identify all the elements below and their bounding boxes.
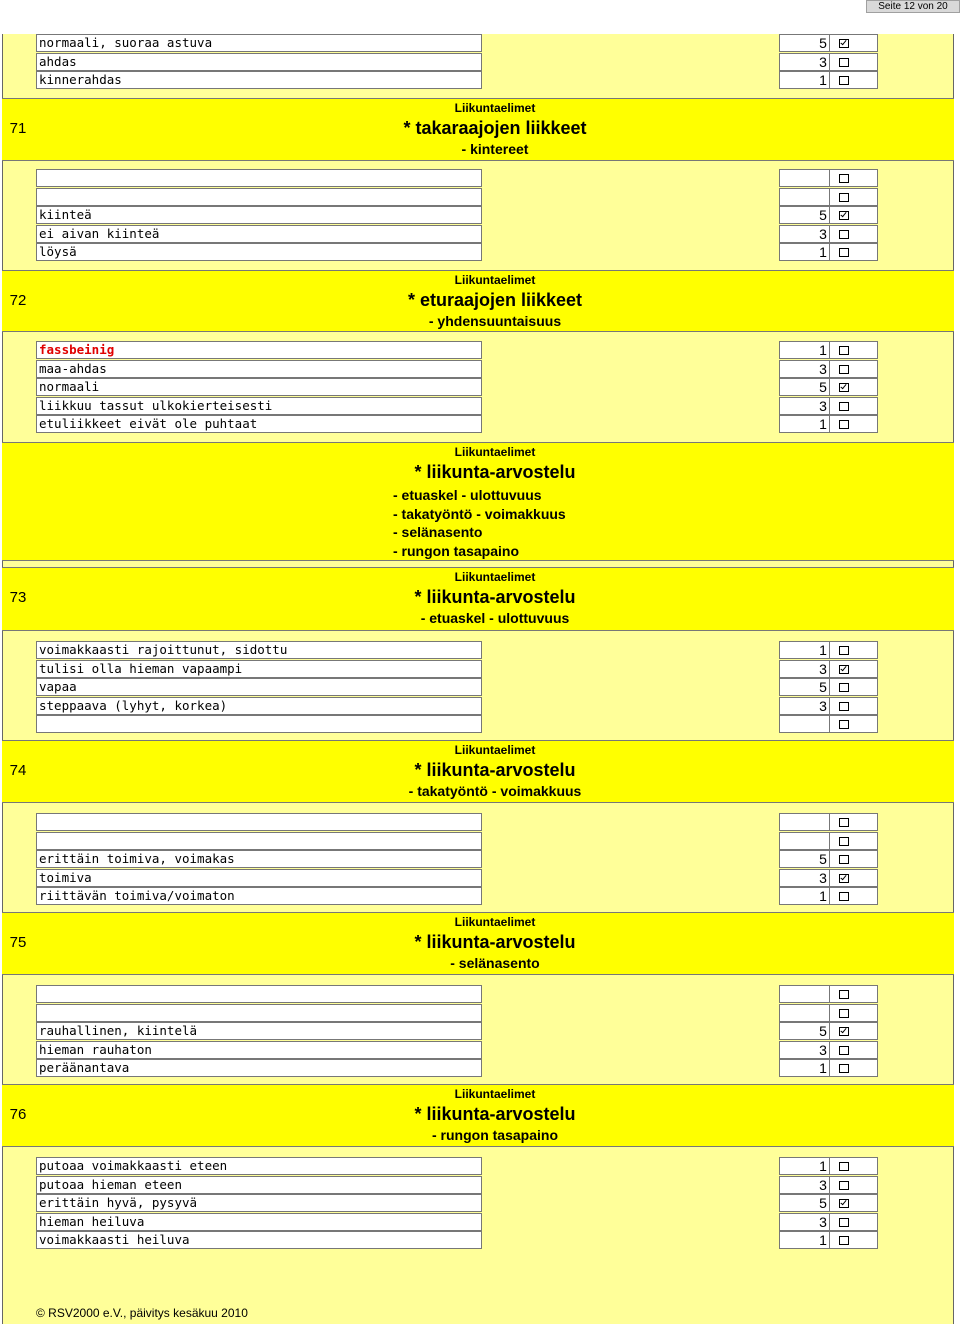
score-value: 5: [819, 851, 827, 867]
score-cell[interactable]: [779, 1041, 878, 1059]
score-value: 1: [819, 642, 827, 658]
cell-divider: [829, 379, 830, 395]
checkbox[interactable]: [839, 702, 849, 711]
cell-divider: [829, 1177, 830, 1193]
checkbox[interactable]: [839, 720, 849, 729]
checkbox[interactable]: [839, 683, 849, 692]
option-label: ahdas: [36, 53, 482, 71]
question-number: 73: [9, 589, 27, 606]
option-label: kiinteä: [36, 206, 482, 224]
checked-checkbox[interactable]: [839, 1027, 849, 1036]
score-cell[interactable]: [779, 415, 878, 433]
criteria-line: - selänasento: [393, 524, 483, 540]
score-cell[interactable]: [779, 678, 878, 696]
cell-divider: [829, 851, 830, 867]
cell-divider: [829, 1023, 830, 1039]
score-value: 3: [819, 1177, 827, 1193]
option-label: [36, 985, 482, 1003]
score-value: 3: [819, 1042, 827, 1058]
score-cell[interactable]: [779, 1157, 878, 1175]
score-value: 1: [819, 1060, 827, 1076]
score-cell[interactable]: [779, 225, 878, 243]
cell-divider: [829, 189, 830, 205]
cell-divider: [829, 698, 830, 714]
score-cell[interactable]: [779, 1022, 878, 1040]
checkbox[interactable]: [839, 1162, 849, 1171]
option-label: voimakkaasti heiluva: [36, 1231, 482, 1249]
category-label: Liikuntaelimet: [454, 743, 536, 757]
score-cell[interactable]: [779, 985, 878, 1003]
score-value: 5: [819, 1023, 827, 1039]
question-title: * liikunta-arvostelu: [414, 932, 576, 952]
checkbox[interactable]: [839, 1236, 849, 1245]
score-value: 5: [819, 207, 827, 223]
question-number: 75: [9, 934, 27, 951]
score-cell[interactable]: [779, 71, 878, 89]
checkbox[interactable]: [839, 1218, 849, 1227]
cell-divider: [829, 1232, 830, 1248]
cell-divider: [829, 1042, 830, 1058]
score-cell[interactable]: [779, 34, 878, 52]
score-cell[interactable]: [779, 206, 878, 224]
score-value: 5: [819, 379, 827, 395]
score-value: 1: [819, 416, 827, 432]
option-label: liikkuu tassut ulkokierteisesti: [36, 397, 482, 415]
cell-divider: [829, 35, 830, 51]
score-value: 3: [819, 226, 827, 242]
score-cell[interactable]: [779, 1231, 878, 1249]
cell-divider: [829, 342, 830, 358]
checkbox[interactable]: [839, 1046, 849, 1055]
option-label: peräänantava: [36, 1059, 482, 1077]
cell-divider: [829, 398, 830, 414]
cell-divider: [829, 1195, 830, 1211]
option-label: putoaa hieman eteen: [36, 1176, 482, 1194]
question-subtitle: - selänasento: [450, 955, 540, 971]
cell-divider: [829, 1158, 830, 1174]
option-label: tulisi olla hieman vapaampi: [36, 660, 482, 678]
score-cell[interactable]: [779, 869, 878, 887]
question-subtitle: - rungon tasapaino: [432, 1127, 558, 1143]
cell-divider: [829, 814, 830, 830]
cell-divider: [829, 1005, 830, 1021]
checked-checkbox[interactable]: [839, 211, 849, 220]
criteria-line: - etuaskel - ulottuvuus: [393, 487, 542, 503]
cell-divider: [829, 870, 830, 886]
score-cell[interactable]: [779, 341, 878, 359]
option-label: kinnerahdas: [36, 71, 482, 89]
score-cell[interactable]: [779, 243, 878, 261]
checkbox[interactable]: [839, 1181, 849, 1190]
criteria-line: - rungon tasapaino: [393, 542, 519, 559]
question-title: * eturaajojen liikkeet: [407, 290, 583, 310]
checkbox[interactable]: [839, 1064, 849, 1073]
score-value: 3: [819, 870, 827, 886]
score-value: 1: [819, 342, 827, 358]
question-subtitle: - yhdensuuntaisuus: [428, 313, 562, 329]
category-label: Liikuntaelimet: [454, 1087, 536, 1101]
page-number-label: Seite 12 von 20: [866, 0, 960, 13]
cell-divider: [829, 170, 830, 186]
question-title: * liikunta-arvostelu: [414, 587, 576, 607]
score-value: 3: [819, 698, 827, 714]
option-label: normaali: [36, 378, 482, 396]
checkbox[interactable]: [839, 818, 849, 827]
score-cell[interactable]: [779, 1059, 878, 1077]
score-cell[interactable]: [779, 1004, 878, 1022]
option-label: [36, 188, 482, 206]
score-cell[interactable]: [779, 813, 878, 831]
cell-divider: [829, 986, 830, 1002]
checked-checkbox[interactable]: [839, 874, 849, 883]
category-label: Liikuntaelimet: [454, 101, 536, 115]
question-number: 74: [9, 762, 27, 779]
score-cell[interactable]: [779, 378, 878, 396]
question-title: * liikunta-arvostelu: [414, 760, 576, 780]
score-value: 1: [819, 1158, 827, 1174]
checkbox[interactable]: [839, 230, 849, 239]
option-label: ei aivan kiinteä: [36, 225, 482, 243]
checkbox[interactable]: [839, 193, 849, 202]
score-cell[interactable]: [779, 1213, 878, 1231]
score-cell[interactable]: [779, 697, 878, 715]
option-label: [36, 832, 482, 850]
option-label: voimakkaasti rajoittunut, sidottu: [36, 641, 482, 659]
cell-divider: [829, 642, 830, 658]
score-value: 5: [819, 1195, 827, 1211]
cell-divider: [829, 888, 830, 904]
score-cell[interactable]: [779, 832, 878, 850]
score-cell[interactable]: [779, 397, 878, 415]
question-subtitle: - etuaskel - ulottuvuus: [420, 610, 570, 626]
option-label: etuliikkeet eivät ole puhtaat: [36, 415, 482, 433]
score-value: 1: [819, 244, 827, 260]
cell-divider: [829, 1214, 830, 1230]
score-cell[interactable]: [779, 360, 878, 378]
checkbox[interactable]: [839, 420, 849, 429]
option-label: maa-ahdas: [36, 360, 482, 378]
score-cell[interactable]: [779, 53, 878, 71]
score-value: 3: [819, 361, 827, 377]
question-title: * liikunta-arvostelu: [414, 1104, 576, 1124]
checked-checkbox[interactable]: [839, 39, 849, 48]
option-label: löysä: [36, 243, 482, 261]
cell-divider: [829, 416, 830, 432]
checkbox[interactable]: [839, 346, 849, 355]
checkbox[interactable]: [839, 76, 849, 85]
score-value: 3: [819, 398, 827, 414]
score-value: 1: [819, 1232, 827, 1248]
cell-divider: [829, 833, 830, 849]
checked-checkbox[interactable]: [839, 1199, 849, 1208]
score-value: 3: [819, 54, 827, 70]
option-label: erittäin hyvä, pysyvä: [36, 1194, 482, 1212]
option-label: fassbeinig: [36, 341, 482, 359]
score-cell[interactable]: [779, 715, 878, 733]
option-label: hieman heiluva: [36, 1213, 482, 1231]
cell-divider: [829, 1060, 830, 1076]
checkbox[interactable]: [839, 855, 849, 864]
cell-divider: [829, 361, 830, 377]
cell-divider: [829, 54, 830, 70]
question-subtitle: - takatyöntö - voimakkuus: [408, 783, 582, 799]
question-subtitle: - kintereet: [461, 141, 529, 157]
cell-divider: [829, 679, 830, 695]
option-label: vapaa: [36, 678, 482, 696]
option-label: steppaava (lyhyt, korkea): [36, 697, 482, 715]
score-cell[interactable]: [779, 887, 878, 905]
score-value: 5: [819, 35, 827, 51]
question-number: 76: [9, 1106, 27, 1123]
option-label: erittäin toimiva, voimakas: [36, 850, 482, 868]
checkbox[interactable]: [839, 646, 849, 655]
checkbox[interactable]: [839, 892, 849, 901]
option-label: normaali, suoraa astuva: [36, 34, 482, 52]
category-label: Liikuntaelimet: [454, 915, 536, 929]
question-title: * takaraajojen liikkeet: [403, 118, 587, 138]
score-value: 3: [819, 1214, 827, 1230]
score-cell[interactable]: [779, 1194, 878, 1212]
copyright-footer: © RSV2000 e.V., päivitys kesäkuu 2010: [36, 1306, 248, 1320]
checkbox[interactable]: [839, 58, 849, 67]
option-label: rauhallinen, kiintelä: [36, 1022, 482, 1040]
checkbox[interactable]: [839, 174, 849, 183]
option-label: [36, 715, 482, 733]
option-label: [36, 1004, 482, 1022]
checked-checkbox[interactable]: [839, 383, 849, 392]
question-title: * liikunta-arvostelu: [414, 462, 576, 482]
checkbox[interactable]: [839, 248, 849, 257]
cell-divider: [829, 716, 830, 732]
cell-divider: [829, 661, 830, 677]
checked-checkbox[interactable]: [839, 665, 849, 674]
option-label: toimiva: [36, 869, 482, 887]
score-cell[interactable]: [779, 188, 878, 206]
category-label: Liikuntaelimet: [454, 273, 536, 287]
score-cell[interactable]: [779, 660, 878, 678]
checkbox[interactable]: [839, 402, 849, 411]
checkbox[interactable]: [839, 837, 849, 846]
score-cell[interactable]: [779, 169, 878, 187]
question-number: 72: [9, 292, 27, 309]
checkbox[interactable]: [839, 365, 849, 374]
question-number: 71: [9, 120, 27, 137]
score-cell[interactable]: [779, 850, 878, 868]
category-label: Liikuntaelimet: [454, 570, 536, 584]
score-value: 5: [819, 679, 827, 695]
option-label: putoaa voimakkaasti eteen: [36, 1157, 482, 1175]
cell-divider: [829, 244, 830, 260]
checkbox[interactable]: [839, 1009, 849, 1018]
score-value: 3: [819, 661, 827, 677]
option-label: [36, 813, 482, 831]
cell-divider: [829, 72, 830, 88]
criteria-line: - takatyöntö - voimakkuus: [393, 505, 566, 522]
score-cell[interactable]: [779, 641, 878, 659]
cell-divider: [829, 226, 830, 242]
category-label: Liikuntaelimet: [454, 445, 536, 459]
score-value: 1: [819, 72, 827, 88]
score-cell[interactable]: [779, 1176, 878, 1194]
option-label: riittävän toimiva/voimaton: [36, 887, 482, 905]
checkbox[interactable]: [839, 990, 849, 999]
score-value: 1: [819, 888, 827, 904]
option-label: [36, 169, 482, 187]
option-label: hieman rauhaton: [36, 1041, 482, 1059]
cell-divider: [829, 207, 830, 223]
